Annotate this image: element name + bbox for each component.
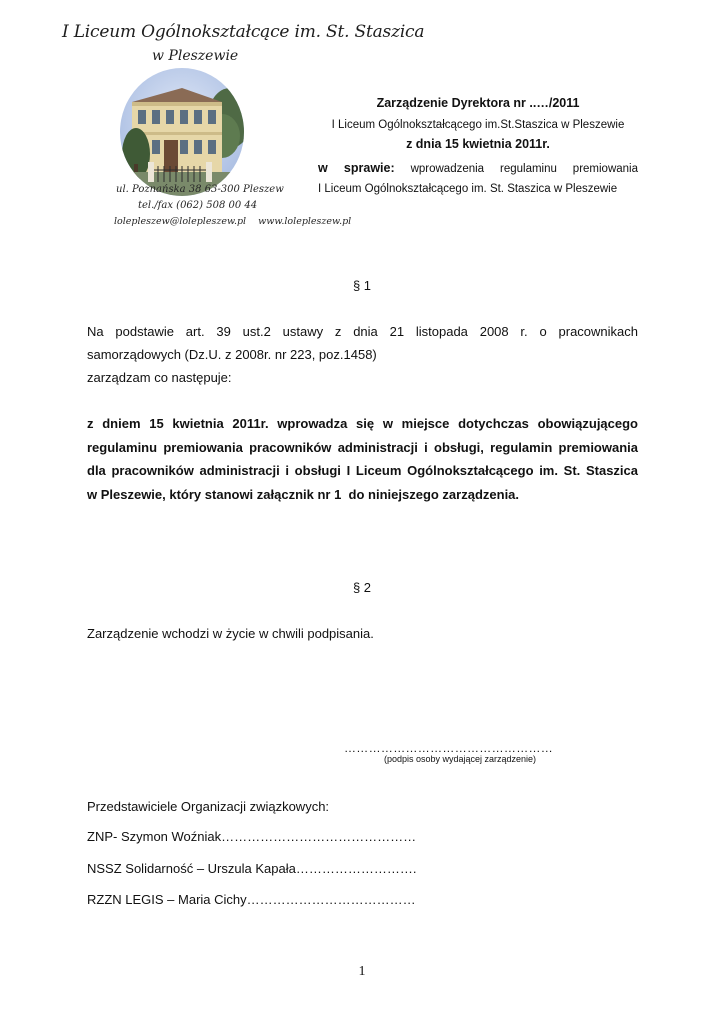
decree-date: z dnia 15 kwietnia 2011r. <box>406 137 550 151</box>
legal-basis-line-2: samorządowych (Dz.U. z 2008r. nr 223, poz.1458) <box>87 347 377 362</box>
decree-header <box>318 96 638 199</box>
decree-content <box>87 412 638 506</box>
decree-matter-school: I Liceum Ogólnokształcącego im. St. Staszica w Pleszewie <box>318 183 618 195</box>
representative-znp: ZNP- Szymon Woźniak……………………………………… <box>87 829 417 844</box>
decree-line-4: w Pleszewie, który stanowi załącznik nr 1 do niniejszego zarządzenia. <box>87 486 520 502</box>
representative-legis: RZZN LEGIS – Maria Cichy………………………………… <box>87 892 416 907</box>
logo-website: www.lolepleszew.pl <box>258 216 352 227</box>
logo-contact <box>114 216 351 227</box>
logo-address: ul. Poznańska 38 63-300 Pleszew <box>116 184 284 195</box>
page-number: 1 <box>358 964 366 979</box>
decree-line-3: dla pracowników administracji i obsługi I Liceum Ogólnokształcącego im. St. Staszica <box>87 463 638 478</box>
signature-label: (podpis osoby wydającej zarządzenie) <box>383 754 537 764</box>
signature-line: …………………………………………… <box>344 741 554 755</box>
logo-school-name: I Liceum Ogólnokształcące im. St. Staszica <box>62 22 425 42</box>
decree-line-2: regulaminu premiowania pracowników administracji i obsługi, regulamin premiowania <box>87 439 638 455</box>
logo-phone: tel./fax (062) 508 00 44 <box>138 200 258 211</box>
legal-basis-line-3: zarządzam co następuje: <box>87 370 232 385</box>
decree-line-1: z dniem 15 kwietnia 2011r. wprowadza się w miejsce dotychczas obowiązującego <box>87 416 638 431</box>
decree-school: I Liceum Ogólnokształcącego im.St.Staszica w Pleszewie <box>331 119 625 131</box>
decree-matter <box>318 161 638 179</box>
legal-basis <box>87 320 638 389</box>
representatives-heading: Przedstawiciele Organizacji związkowych: <box>87 799 330 814</box>
decree-matter-text: wprowadzenia regulaminu premiowania <box>410 163 638 175</box>
logo-town: w Pleszewie <box>152 48 239 64</box>
section-2-text: Zarządzenie wchodzi w życie w chwili podpisania. <box>87 626 374 641</box>
section-1-mark: § 1 <box>352 278 372 293</box>
decree-title: Zarządzenie Dyrektora nr ..…/2011 <box>376 96 580 110</box>
logo-email: lolepleszew@lolepleszew.pl <box>114 216 247 227</box>
representative-solidarnosc: NSSZ Solidarność – Urszula Kapała………………………. <box>87 861 417 876</box>
section-2-mark: § 2 <box>352 580 372 595</box>
school-building-photo <box>118 66 246 198</box>
legal-basis-line-1: Na podstawie art. 39 ust.2 ustawy z dnia 21 listopada 2008 r. o pracownikach <box>87 324 638 339</box>
decree-matter-label: w sprawie: <box>318 161 395 175</box>
